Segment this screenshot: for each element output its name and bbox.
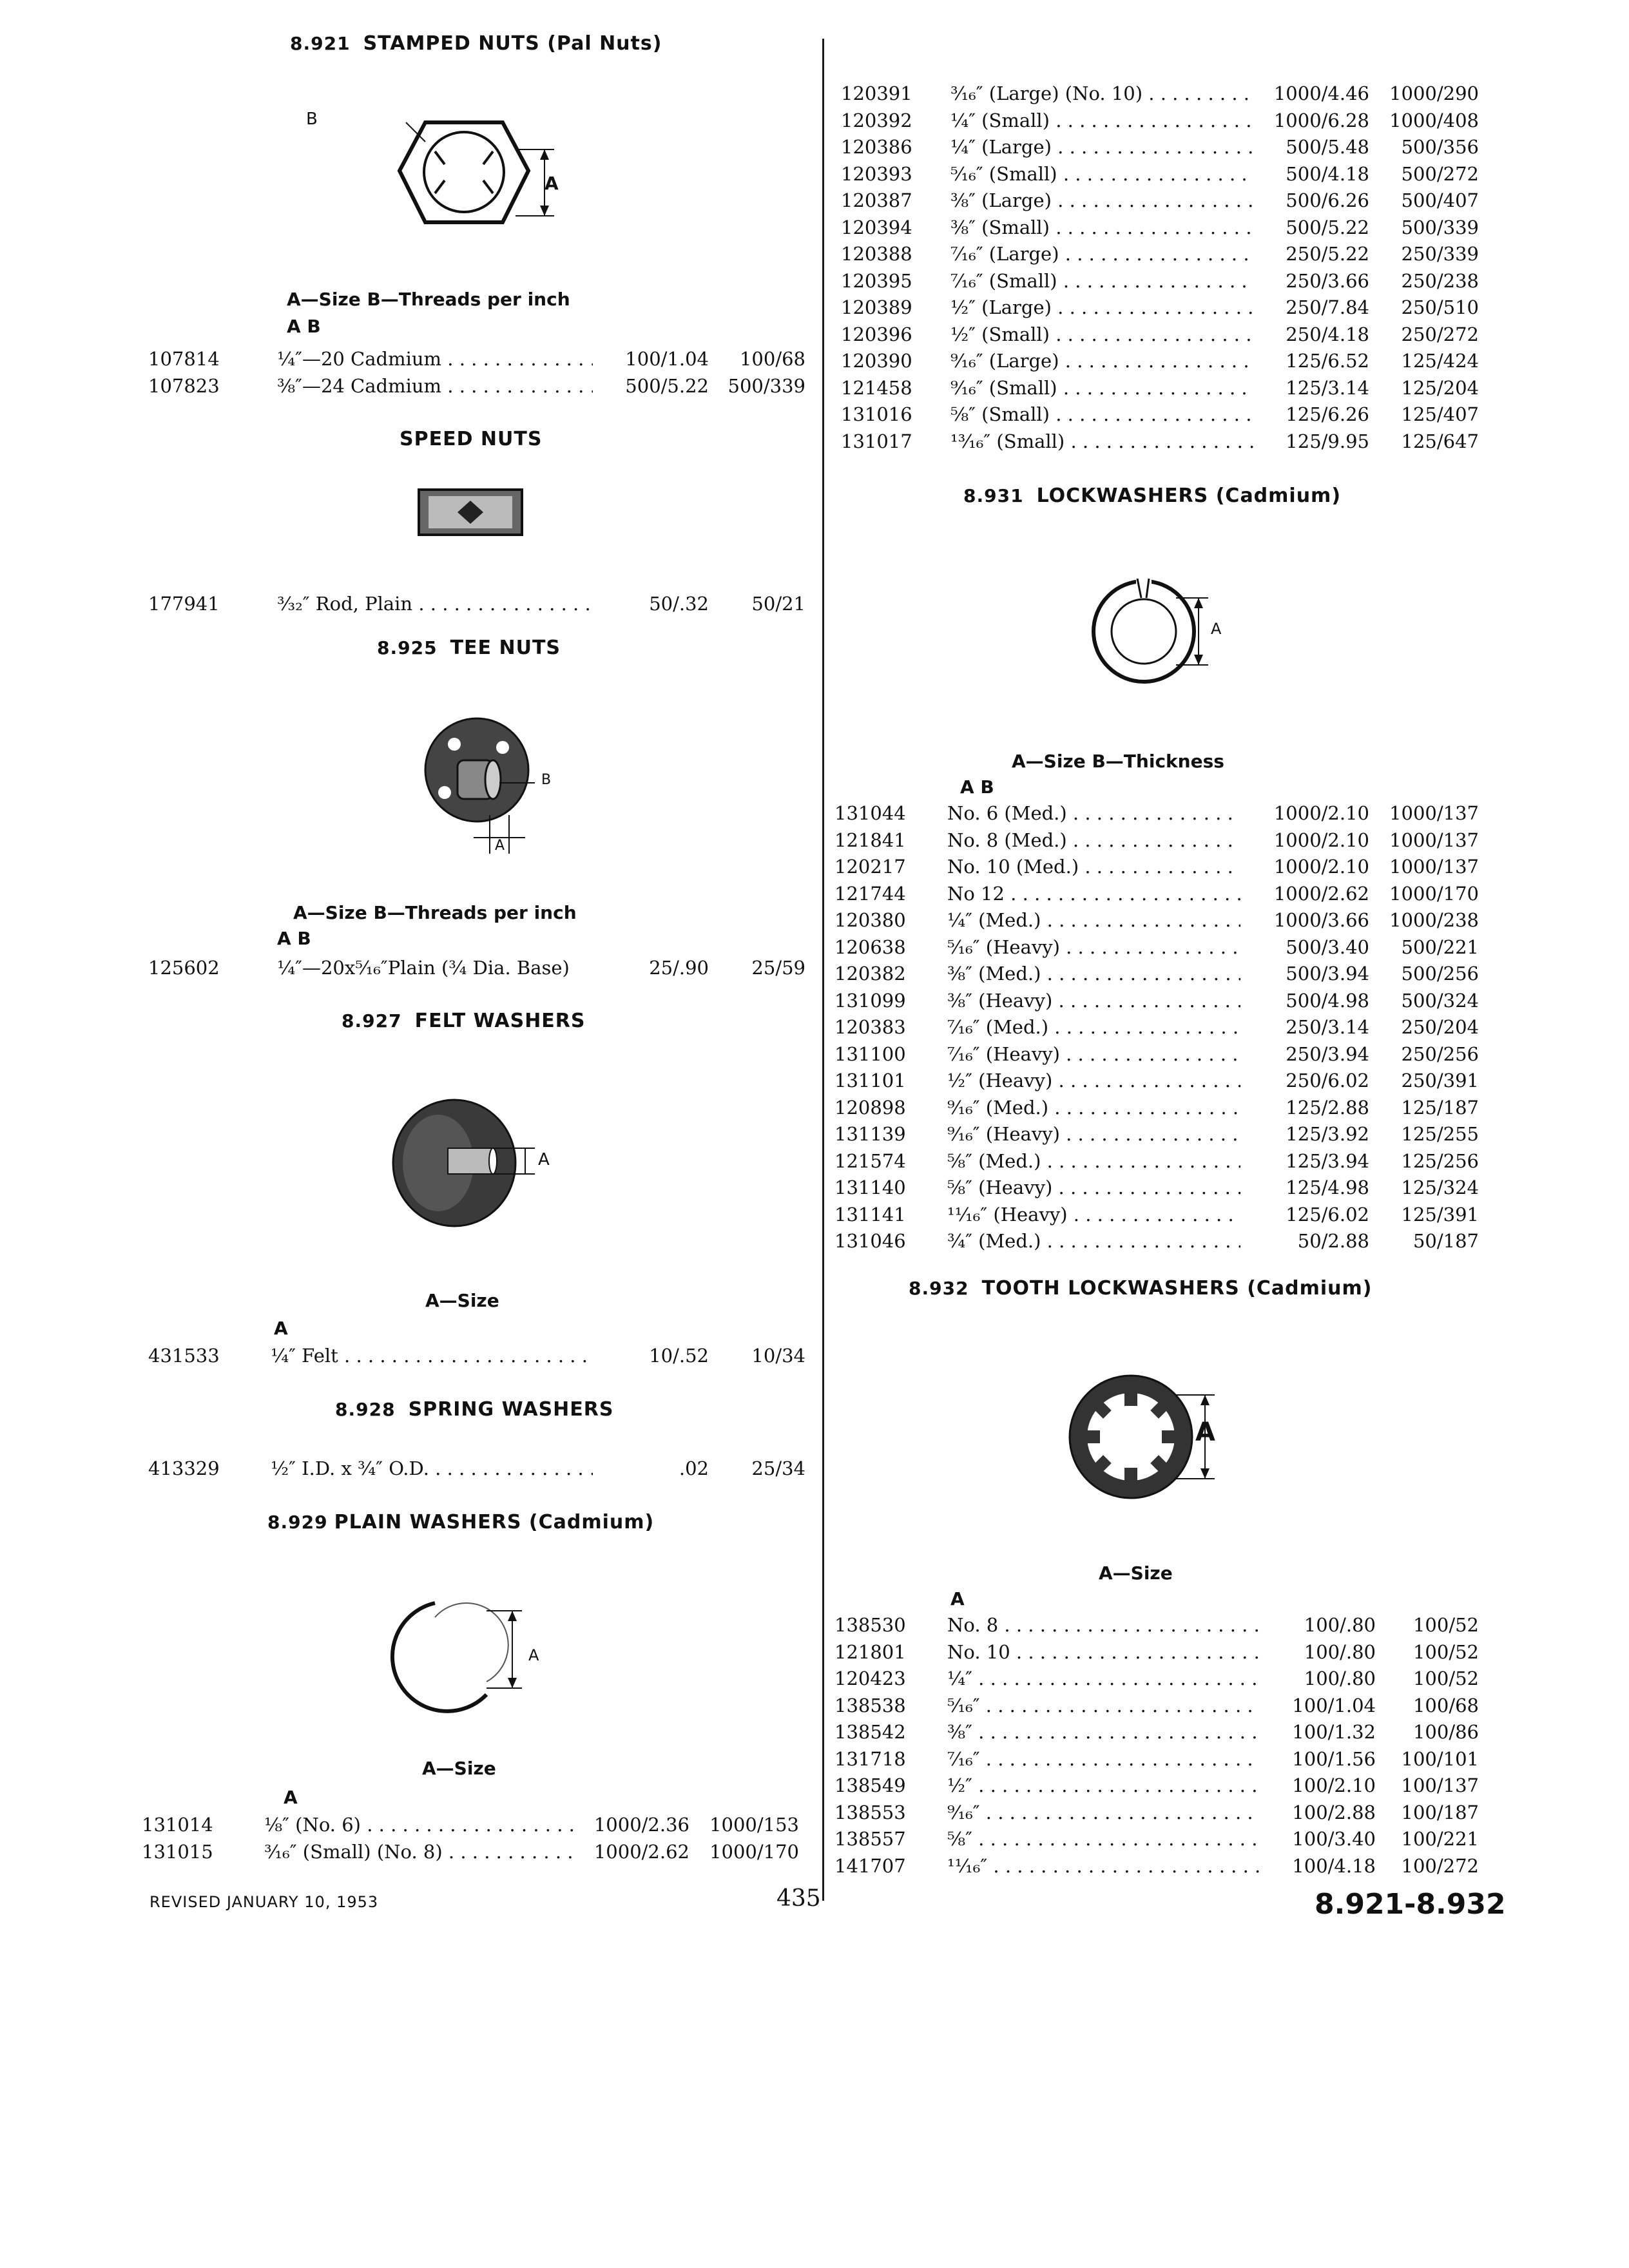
table-row: 120389 ½″ (Large) . . . 250/7.84 250/510 [834,296,1485,323]
table-row: 120383 ⁷⁄₁₆″ (Med.) . . . 250/3.14 250/204 [834,1016,1485,1043]
table-row: 141707 ¹¹⁄₁₆″ . . . 100/4.18 100/272 [834,1855,1485,1882]
speed-nuts-heading: SPEED NUTS [400,428,543,450]
table-row: 131100 ⁷⁄₁₆″ (Heavy) . . . 250/3.94 250/256 [834,1043,1485,1070]
table-row: 107814 ¼″—20 Cadmium . . . 100/1.04 100/68 [148,348,805,375]
plain-label-a: A [528,1646,539,1664]
table-row: 121744 No 12 . . . 1000/2.62 1000/170 [834,883,1485,910]
table-row: 138542 ⅜″ . . . 100/1.32 100/86 [834,1721,1485,1748]
table-row: 120423 ¼″ . . . 100/.80 100/52 [834,1667,1485,1695]
table-row: 120393 ⁵⁄₁₆″ (Small) . . . 500/4.18 500/272 [834,163,1485,190]
felt-ab-row: A [274,1318,288,1339]
table-row: 131140 ⅝″ (Heavy) . . . 125/4.98 125/324 [834,1177,1485,1204]
tooth-label-a: A [1195,1418,1215,1447]
table-row: 120382 ⅜″ (Med.) . . . 500/3.94 500/256 [834,963,1485,990]
table-row: 131014 ⅛″ (No. 6) . . . 1000/2.36 1000/153 [148,1814,805,1841]
table-row: 138549 ½″ . . . 100/2.10 100/137 [834,1774,1485,1802]
table-row: 107823 ⅜″—24 Cadmium . . . 500/5.22 500/339 [148,375,805,402]
table-row: 120394 ⅜″ (Small) . . . 500/5.22 500/339 [834,216,1485,244]
plain-subhead: A—Size [422,1758,496,1779]
table-row: 121458 ⁹⁄₁₆″ (Small) . . . 125/3.14 125/204 [834,377,1485,404]
table-row: 131044 No. 6 (Med.) . . . 1000/2.10 1000/137 [834,802,1485,829]
stamped-label-a: A [545,173,559,194]
table-row: 121801 No. 10 . . . 100/.80 100/52 [834,1641,1485,1668]
table-row: 131017 ¹³⁄₁₆″ (Small) . . . 125/9.95 125/647 [834,430,1485,457]
lock-label-a: A [1211,620,1222,638]
table-row: 131139 ⁹⁄₁₆″ (Heavy) . . . 125/3.92 125/255 [834,1123,1485,1150]
tee-nuts-heading: 8.925 TEE NUTS [377,637,561,659]
table-row: 138530 No. 8 . . . 100/.80 100/52 [834,1614,1485,1641]
lockwashers-heading: 8.931 LOCKWASHERS (Cadmium) [963,485,1342,507]
table-row: 431533 ¼″ Felt . . . 10/.52 10/34 [148,1345,805,1372]
table-row: 120388 ⁷⁄₁₆″ (Large) . . . 250/5.22 250/339 [834,243,1485,270]
stamped-nuts-heading: 8.921 STAMPED NUTS (Pal Nuts) [290,32,662,55]
tooth-ab-row: A [950,1588,965,1610]
table-row: 120217 No. 10 (Med.) . . . 1000/2.10 1000/137 [834,856,1485,883]
felt-washer-figure [387,1095,580,1231]
table-row: 120395 ⁷⁄₁₆″ (Small) . . . 250/3.66 250/238 [834,270,1485,297]
table-row: 121841 No. 8 (Med.) . . . 1000/2.10 1000/137 [834,829,1485,856]
tooth-subhead: A—Size [1099,1562,1173,1584]
table-row: 131141 ¹¹⁄₁₆″ (Heavy) . . . 125/6.02 125/391 [834,1204,1485,1231]
page-number: 435 [776,1885,821,1912]
table-row: 121574 ⅝″ (Med.) . . . 125/3.94 125/256 [834,1150,1485,1177]
tooth-lockwasher-figure [1054,1366,1247,1514]
tee-subhead: A—Size B—Threads per inch [293,902,577,923]
table-row: 138553 ⁹⁄₁₆″ . . . 100/2.88 100/187 [834,1802,1485,1829]
table-row: 120898 ⁹⁄₁₆″ (Med.) . . . 125/2.88 125/187 [834,1097,1485,1124]
table-row: 120392 ¼″ (Small) . . . 1000/6.28 1000/408 [834,110,1485,137]
tee-ab-row: A B [277,928,311,949]
table-row: 131016 ⅝″ (Small) . . . 125/6.26 125/407 [834,403,1485,430]
felt-washers-heading: 8.927 FELT WASHERS [342,1010,586,1032]
table-row: 120638 ⁵⁄₁₆″ (Heavy) . . . 500/3.40 500/221 [834,936,1485,963]
plain-washers-heading: 8.929 PLAIN WASHERS (Cadmium) [267,1511,655,1533]
section-range: 8.921-8.932 [1315,1888,1506,1921]
table-row: 120396 ½″ (Small) . . . 250/4.18 250/272 [834,323,1485,351]
table-row: 413329 ½″ I.D. x ¾″ O.D. . . . .02 25/34 [148,1457,805,1485]
table-row: 131015 ³⁄₁₆″ (Small) (No. 8) . . . 1000/2.62 1000/170 [148,1841,805,1868]
speed-nut-figure [416,486,525,538]
table-row: 138557 ⅝″ . . . 100/3.40 100/221 [834,1828,1485,1855]
plain-ab-row: A [284,1787,298,1808]
table-row: 125602 ¼″—20x⁵⁄₁₆″Plain (¾ Dia. Base) 25/.90 25/59 [148,957,805,979]
column-divider [822,39,824,1901]
table-row: 120387 ⅜″ (Large) . . . 500/6.26 500/407 [834,189,1485,216]
spring-washers-heading: 8.928 SPRING WASHERS [335,1398,614,1421]
stamped-ab-row: A B [287,316,321,337]
tee-label-b: B [541,772,552,788]
table-row: 131099 ⅜″ (Heavy) . . . 500/4.98 500/324 [834,990,1485,1017]
table-row: 131101 ½″ (Heavy) . . . 250/6.02 250/391 [834,1070,1485,1097]
table-row: 131046 ¾″ (Med.) . . . 50/2.88 50/187 [834,1230,1485,1257]
table-row: 177941 ³⁄₃₂″ Rod, Plain . . . 50/.32 50/21 [148,593,805,620]
table-row: 131718 ⁷⁄₁₆″ . . . 100/1.56 100/101 [834,1748,1485,1775]
table-row: 138538 ⁵⁄₁₆″ . . . 100/1.04 100/68 [834,1695,1485,1722]
table-row: 120390 ⁹⁄₁₆″ (Large) . . . 125/6.52 125/424 [834,350,1485,377]
tooth-lockwashers-heading: 8.932 TOOTH LOCKWASHERS (Cadmium) [909,1277,1373,1300]
revised-date: REVISED JANUARY 10, 1953 [149,1893,379,1911]
tee-label-a: A [495,838,505,854]
stamped-subhead: A—Size B—Threads per inch [287,289,570,310]
stamped-label-b: B [306,110,318,129]
table-row: 120386 ¼″ (Large) . . . 500/5.48 500/356 [834,136,1485,163]
lock-ab-row: A B [960,776,994,798]
lock-subhead: A—Size B—Thickness [1012,751,1224,772]
table-row: 120380 ¼″ (Med.) . . . 1000/3.66 1000/238 [834,909,1485,936]
felt-subhead: A—Size [425,1290,499,1311]
felt-label-a: A [538,1150,550,1169]
table-row: 120391 ³⁄₁₆″ (Large) (No. 10) . . . 1000/4.46 1000/290 [834,82,1485,110]
